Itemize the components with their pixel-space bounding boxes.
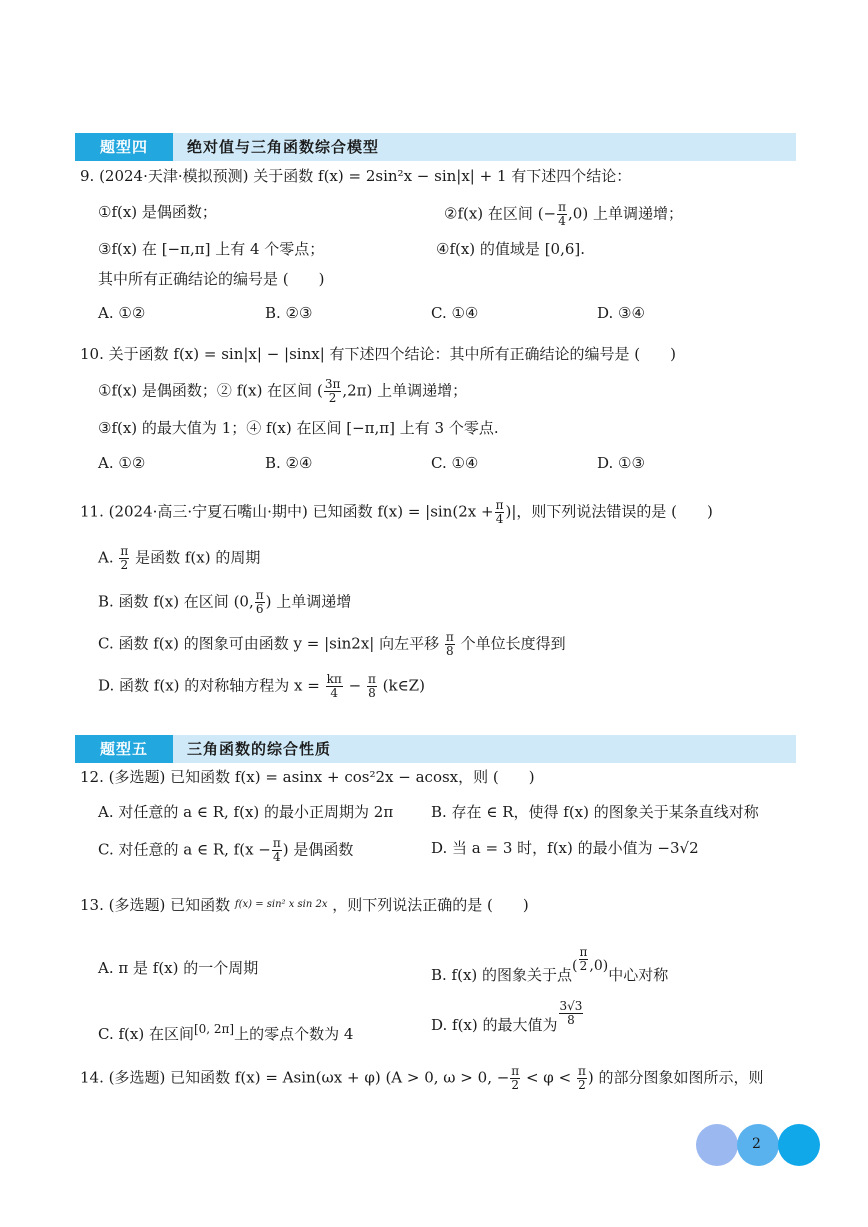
q9-conclusion-1: ①f(x) 是偶函数； — [98, 203, 217, 221]
page-number: 2 — [752, 1136, 761, 1152]
q12-option-a: A. 对任意的 a ∈ R, f(x) 的最小正周期为 2π — [98, 803, 394, 821]
q9-ask: 其中所有正确结论的编号是 ( ) — [98, 270, 325, 288]
q9-conclusion-4: ④f(x) 的值域是 [0,6]. — [436, 240, 586, 258]
section-title: 三角函数的综合性质 — [187, 740, 332, 758]
q11-option-d: D. 函数 f(x) 的对称轴方程为 x = $\frac{k\pi}{4}$ − $\frac{\pi}{8}$ (k∈Z) — [98, 672, 425, 700]
fraction: $\frac{\pi}{6}$ — [255, 588, 264, 616]
q12-option-d: D. 当 a = 3 时，f(x) 的最小值为 −3√2 — [431, 839, 699, 857]
page-circle-right — [778, 1124, 820, 1166]
q9-option-d: D. ③④ — [597, 304, 645, 322]
fraction: $\frac{\pi}{4}$ — [558, 200, 567, 228]
fraction: $\frac{3\pi}{2}$ — [324, 377, 341, 405]
q13-option-c: C. f(x) 在区间[0, 2π]上的零点个数为 4 — [98, 1022, 354, 1043]
page-circle-left — [696, 1124, 738, 1166]
q12-stem: 12. (多选题) 已知函数 f(x) = asinx + cos²2x − acosx，则 ( ) — [80, 768, 535, 786]
q9-conclusion-3: ③f(x) 在 [−π,π] 上有 4 个零点； — [98, 240, 325, 258]
q9-stem: 9. (2024·天津·模拟预测) 关于函数 f(x) = 2sin²x − sin|x| + 1 有下述四个结论： — [80, 167, 632, 185]
formula-image: f(x) = sin² x sin 2x — [234, 899, 328, 910]
fraction: $\frac{\pi}{8}$ — [367, 672, 376, 700]
q10-line-1: ①f(x) 是偶函数；② f(x) 在区间 ( $\frac{3\pi}{2}$ ,2π) 上单调递增； — [98, 377, 468, 405]
section-tag: 题型五 — [75, 735, 173, 763]
fraction: $\frac{\pi}{2}$ — [577, 1064, 586, 1092]
q10-option-d: D. ①③ — [597, 454, 645, 472]
q10-line-2: ③f(x) 的最大值为 1；④ f(x) 在区间 [−π,π] 上有 3 个零点. — [98, 419, 499, 437]
q10-option-a: A. ①② — [98, 454, 146, 472]
fraction: $\frac{\pi}{4}$ — [495, 498, 504, 526]
section-title: 绝对值与三角函数综合模型 — [187, 138, 380, 156]
q11-option-c: C. 函数 f(x) 的图象可由函数 y = |sin2x| 向左平移 $\frac{\pi}{8}$ 个单位长度得到 — [98, 630, 566, 658]
q11-option-b: B. 函数 f(x) 在区间 (0, $\frac{\pi}{6}$ ) 上单调递增 — [98, 588, 352, 616]
q10-stem: 10. 关于函数 f(x) = sin|x| − |sinx| 有下述四个结论：其中所有正确结论的编号是 ( ) — [80, 345, 677, 363]
q9-conclusion-2: ②f(x) 在区间 (− $\frac{\pi}{4}$ ,0) 上单调递增； — [444, 200, 683, 228]
q14-stem: 14. (多选题) 已知函数 f(x) = Asin(ωx + φ) (A > 0, ω > 0, − $\frac{\pi}{2}$ < φ < $\frac{\pi}{2}$ ) 的部分图象如图所示，则 — [80, 1064, 764, 1092]
q13-stem: 13. (多选题) 已知函数 $^{f(x) = sin^2 x sin 2x}$ ，则下列说法正确的是 ( ) — [80, 896, 529, 914]
fraction: $\frac{\pi}{8}$ — [445, 630, 454, 658]
q9-option-b: B. ②③ — [265, 304, 313, 322]
q10-option-c: C. ①④ — [431, 454, 479, 472]
section-tag: 题型四 — [75, 133, 173, 161]
fraction: $\frac{\pi}{2}$ — [511, 1064, 520, 1092]
fraction: $\frac{k\pi}{4}$ — [326, 672, 342, 700]
q12-option-b: B. 存在 ∈ R，使得 f(x) 的图象关于某条直线对称 — [431, 803, 759, 821]
section-header-5 — [75, 735, 796, 763]
q10-option-b: B. ②④ — [265, 454, 313, 472]
q13-option-d: D. f(x) 的最大值为 $\frac{3√3}{8}$ — [431, 999, 583, 1034]
fraction: $\frac{\pi}{2}$ — [579, 945, 588, 973]
section-header-4 — [75, 133, 796, 161]
fraction: $\frac{3√3}{8}$ — [559, 999, 583, 1027]
formula-image: [0, 2π] — [193, 1022, 235, 1036]
fraction: $\frac{\pi}{4}$ — [272, 836, 281, 864]
q12-option-c: C. 对任意的 a ∈ R, f(x − $\frac{\pi}{4}$ ) 是偶函数 — [98, 836, 354, 864]
q9-option-a: A. ①② — [98, 304, 146, 322]
q13-option-b: B. f(x) 的图象关于点( $\frac{\pi}{2}$ ,0)中心对称 — [431, 945, 669, 984]
q13-option-a: A. π 是 f(x) 的一个周期 — [98, 959, 259, 977]
q11-option-a: A. $\frac{\pi}{2}$ 是函数 f(x) 的周期 — [98, 544, 261, 572]
fraction: $\frac{\pi}{2}$ — [120, 544, 129, 572]
q11-stem: 11. (2024·高三·宁夏石嘴山·期中) 已知函数 f(x) = |sin(2x + $\frac{\pi}{4}$ )|，则下列说法错误的是 ( ) — [80, 498, 713, 526]
q9-option-c: C. ①④ — [431, 304, 479, 322]
